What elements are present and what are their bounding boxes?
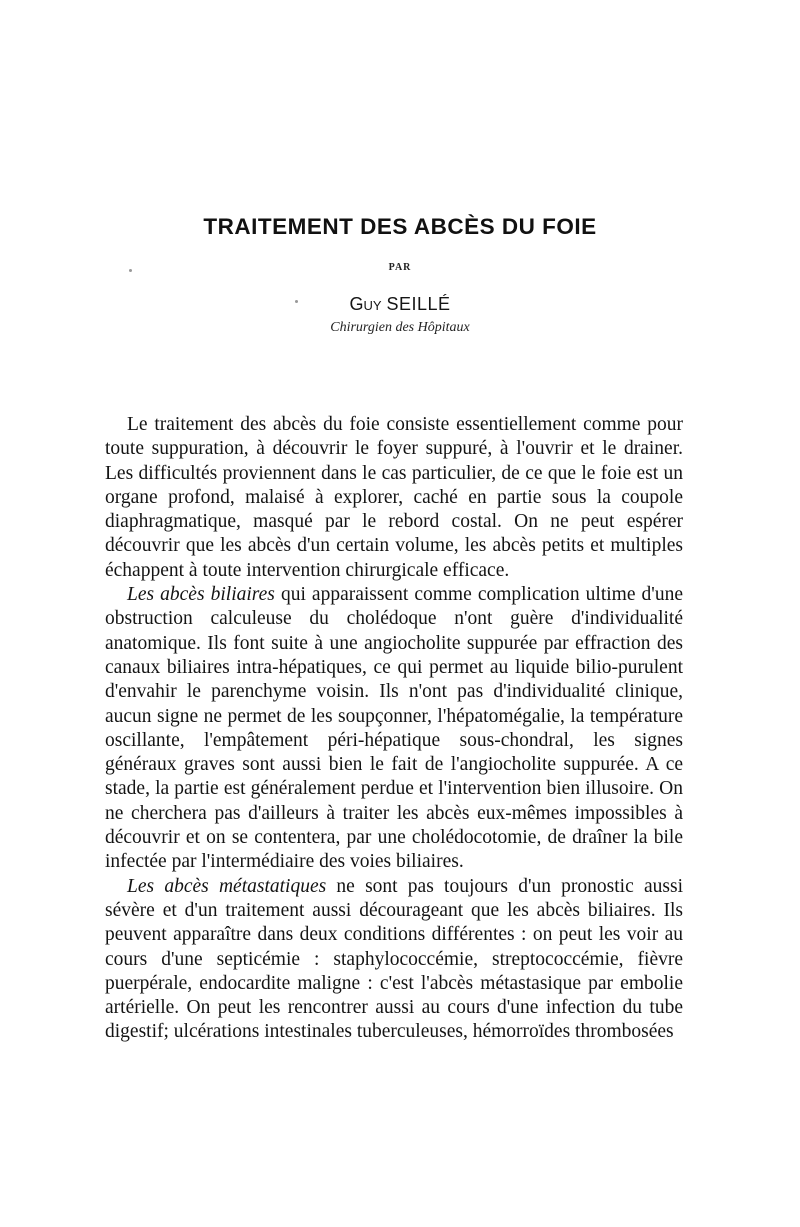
paragraph-3 [105, 875, 683, 1045]
author-name [0, 294, 800, 315]
paragraph-3-lead: Les abcès métastatiques [127, 875, 327, 897]
author-first-name: Guy [349, 294, 382, 314]
article-body [105, 413, 683, 1045]
paragraph-2 [105, 583, 683, 875]
scan-speck [129, 269, 132, 272]
article-title: TRAITEMENT DES ABCÈS DU FOIE [203, 214, 597, 239]
byline-par: PAR [388, 262, 412, 273]
paragraph-2-text: qui apparaissent comme complication ultime d'une obstruction calculeuse du cholédoque n'ont guère d'individualité anatomique. Ils font suite à une angiocholite suppurée par effraction des canaux biliaires intra-hépatiques, ce qui permet au liquide bilio-purulent d'envahir le parenchyme voisin. Ils n'ont pas d'individualité clinique, aucun signe ne permet de les soupçonner, l'hépatomégalie, la température oscillante, l'empâtement péri-hépatique sous-chondral, les signes généraux graves sont aussi bien le fait de l'angiocholite suppurée. A ce stade, la partie est généralement perdue et l'intervention bien illusoire. On ne cherchera pas d'ailleurs à traiter les abcès eux-mêmes impossibles à découvrir et on se contentera, par une cholédocotomie, de draîner la bile infectée par l'intermédiaire des voies biliaires. [105, 584, 683, 873]
paragraph-2-lead: Les abcès biliaires [127, 584, 275, 606]
author-affiliation: Chirurgien des Hôpitaux [330, 320, 470, 335]
paragraph-3-text: ne sont pas toujours d'un pronostic aussi sévère et d'un traitement aussi décourageant que les abcès biliaires. Ils peuvent apparaître dans deux conditions différentes : on peut les voir au cours d'une septicémie : staphylococcémie, streptococcémie, fièvre puerpérale, endocardite maligne : c'est l'abcès métastasique par embolie artérielle. On peut les rencontrer aussi au cours d'une infection du tube digestif; ulcérations intestinales tuberculeuses, hémorroïdes thrombosées [105, 875, 683, 1043]
author-last-name: SEILLÉ [386, 294, 451, 314]
scan-speck [295, 300, 298, 303]
paragraph-1: Le traitement des abcès du foie consiste essentiellement comme pour toute suppuration, à découvrir le foyer suppuré, à l'ouvrir et le drainer. Les difficultés proviennent dans le cas particulier, de ce que le foie est un organe profond, malaisé à explorer, caché en partie sous la coupole diaphragmatique, masqué par le rebord costal. On ne peut espérer découvrir que les abcès d'un certain volume, les abcès petits et multiples échappent à toute intervention chirurgicale efficace. [105, 414, 683, 581]
